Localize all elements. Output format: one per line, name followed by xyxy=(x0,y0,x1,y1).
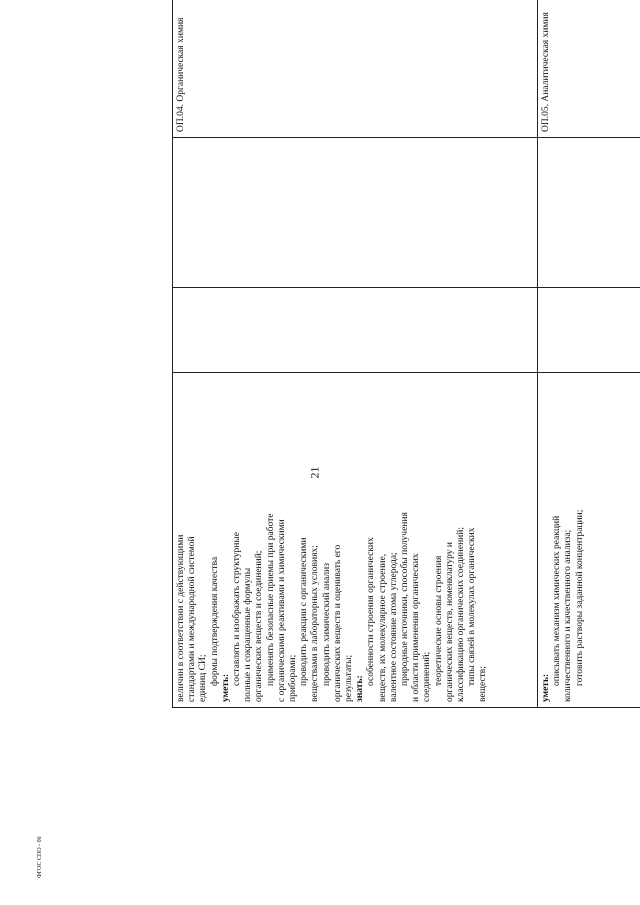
description-line: приборами; xyxy=(288,654,299,702)
description-line: уметь: xyxy=(541,673,551,702)
description-line: валентное состояние атома углерода; xyxy=(388,552,399,702)
description-line: теоретические основы строения xyxy=(433,555,444,686)
description-line: проводить реакции с органическими xyxy=(299,537,310,686)
description-line: органических веществ и соединений; xyxy=(254,550,265,702)
description-line: веществ; xyxy=(478,666,489,702)
description-line: готовить растворы заданной концентрации; xyxy=(574,509,585,686)
description-line: и области применения органических xyxy=(411,553,422,702)
description-line: органических веществ и оценивать его xyxy=(332,544,343,702)
hours-total-cell xyxy=(173,288,538,373)
description-cell xyxy=(538,373,640,708)
description-line: веществ, их молекулярное строение, xyxy=(377,553,388,702)
discipline-cell: ОП.04. Органическая химия xyxy=(173,0,538,138)
description-cell xyxy=(173,373,538,708)
table-row xyxy=(173,0,538,708)
description-line: проводить химический анализ xyxy=(321,563,332,686)
description-line: органических веществ, номенклатуру и xyxy=(444,542,455,702)
description-line: полные и сокращенные формулы xyxy=(243,567,254,702)
description-line: классификацию органических соединений; xyxy=(456,527,467,702)
footer-code: ФГОС СПО - 06 xyxy=(37,836,43,878)
description-line: типы связей в молекулах органических xyxy=(467,527,478,686)
description-line: особенности строения органических xyxy=(366,537,377,686)
page-number: 21 xyxy=(307,466,322,479)
description-line: применять безопасные приемы при работе xyxy=(265,513,276,686)
description-line: описывать механизм химических реакций xyxy=(552,515,563,686)
description-line: веществами в лабораторных условиях; xyxy=(310,545,321,702)
curriculum-table xyxy=(172,0,640,708)
table-row xyxy=(538,0,640,708)
description-line: с органическими реактивами и химическими xyxy=(276,519,287,702)
description-line: соединений; xyxy=(422,651,433,702)
discipline-cell: ОП.05. Аналитическая химия xyxy=(538,0,640,138)
curriculum-table-grid xyxy=(172,0,640,708)
hours-required-cell xyxy=(173,138,538,288)
hours-total-cell xyxy=(538,288,640,373)
description-line: составлять и изображать структурные xyxy=(232,532,243,686)
description-line: формы подтверждения качества xyxy=(209,556,220,686)
description-line: стандартами и международной системой xyxy=(187,536,198,702)
description-line: знать: xyxy=(355,675,366,702)
description-line: величин в соответствии с действующими xyxy=(176,534,186,702)
description-line: единиц СИ; xyxy=(198,654,209,702)
hours-required-cell xyxy=(538,138,640,288)
description-line: природные источники, способы получения xyxy=(400,512,411,686)
description-line: количественного и качественного анализа; xyxy=(563,529,574,702)
description-line: результаты; xyxy=(344,654,355,702)
description-line: уметь: xyxy=(220,673,231,702)
